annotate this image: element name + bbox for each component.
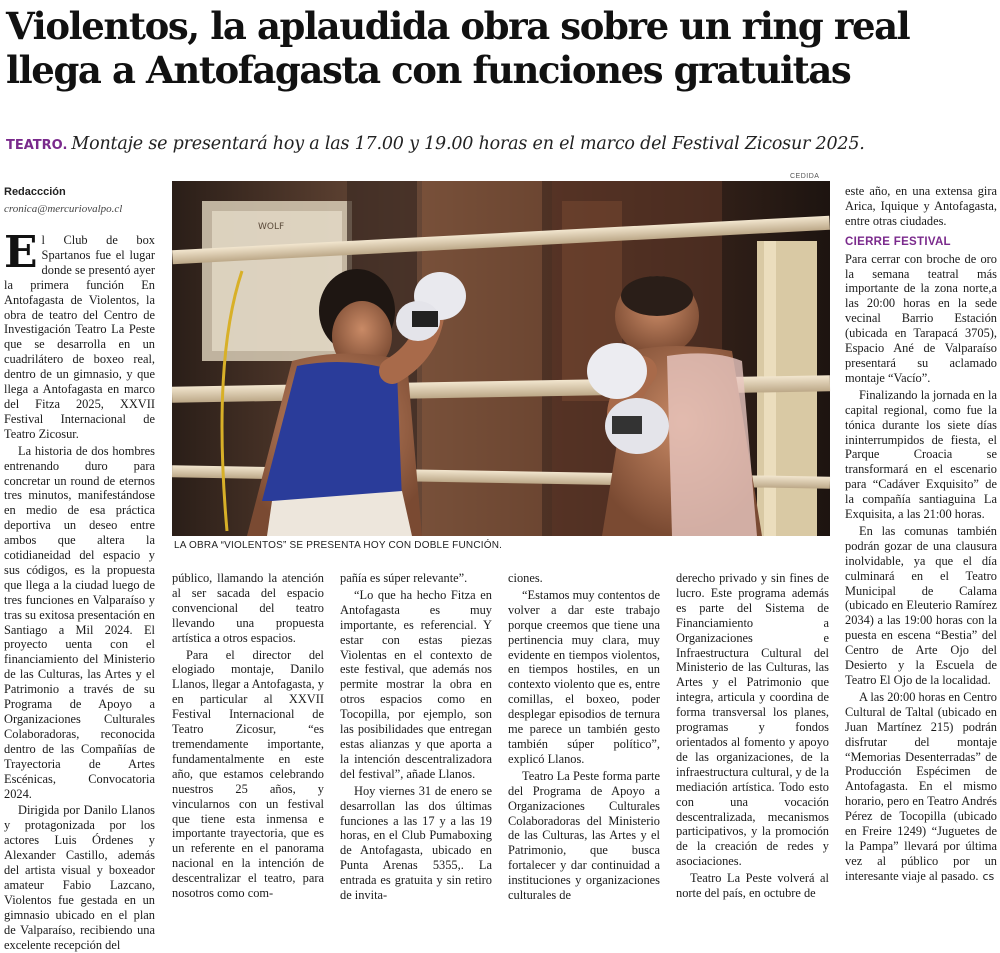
photo-caption: LA OBRA “VIOLENTOS” SE PRESENTA HOY CON DOBLE FUNCIÓN. bbox=[174, 540, 503, 551]
article-paragraph: “Lo que ha hecho Fitza en Antofagasta es muy importante, es referencial. Y estar con estas piezas Violentas en el contexto de este festival, que además nos permite mostrar la obra en otros espacios como en Tocopilla, por ejemplo, son las posibilidades que entregan estas alianzas y que aporta a la intención descentralizadora del festival”, añade Llanos. bbox=[340, 587, 492, 781]
author-email[interactable]: cronica@mercuriovalpo.cl bbox=[4, 203, 123, 215]
article-column-5 bbox=[676, 571, 829, 901]
article-column-3 bbox=[340, 571, 492, 903]
wall-sign: WOLF bbox=[258, 222, 285, 232]
drop-cap: E bbox=[4, 227, 38, 278]
article-paragraph: “Estamos muy contentos de volver a dar este trabajo porque creemos que tiene una pertinencia muy clara, muy evidente en tiempos violentos, en tiempos hostiles, en un contexto violento que es, entre comillas, el boxeo, poder desplegar episodios de ternura me parece un también gesto también súper político”, explicó Llanos. bbox=[508, 587, 660, 766]
article-column-1 bbox=[4, 227, 155, 952]
article-paragraph: este año, en una extensa gira Arica, Iquique y Antofagasta, entre otras ciudades. bbox=[845, 184, 997, 228]
article-paragraph: Teatro La Peste volverá al norte del país, en octubre de bbox=[676, 871, 829, 901]
article-paragraph: El Club de box Spartanos fue el lugar donde se presentó ayer la primera función En Antofagasta de Violentos, la obra de teatro del Centro de Investigación Teatro La Peste que se desarrolla en un cuadrilátero de boxeo real, dentro de un gimnasio, y que llega a Antofagasta en marco del Fitza 2025, XXVII Festival Internacional de Teatro Zicosur. bbox=[4, 227, 155, 441]
article-column-2 bbox=[172, 571, 324, 901]
article-column-6 bbox=[845, 184, 997, 883]
dek-text: Montaje se presentará hoy a las 17.00 y 19.00 horas en el marco del Festival Zicosur 2025. bbox=[71, 134, 865, 154]
end-mark: cs bbox=[982, 869, 995, 883]
article-paragraph: Hoy viernes 31 de enero se desarrollan las dos últimas funciones a las 17 y a las 19 horas, en el Club Pumaboxing de Antofagasta, ubicado en Punta Arenas 5355,. La entrada es gratuita y sin retiro de invita- bbox=[340, 783, 492, 903]
article-paragraph: Teatro La Peste forma parte del Programa de Apoyo a Organizaciones Culturales Colaboradoras del Ministerio de las Culturas, las Artes y el Patrimonio, que busca fortalecer y dar continuidad a instituciones y organizaciones culturales de bbox=[508, 768, 660, 903]
photo-credit: CEDIDA bbox=[790, 173, 820, 180]
section-kicker: TEATRO. bbox=[6, 138, 68, 153]
article-paragraph: En las comunas también podrán gozar de una clausura inolvidable, ya que el día culminará en el Teatro Municipal de Calama (ubicado en Eleuterio Ramírez 2034) a las 19:00 horas con la puesta en escena “Bestia” del Centro de Arte Ojo del Desierto y la Escuela de Teatro El Ojo de la localidad. bbox=[845, 523, 997, 687]
article-paragraph: A las 20:00 horas en Centro Cultural de Taltal (ubicado en Juan Martínez 215) podrán disfrutar del montaje “Memorias Desenterradas” de Producción Espécimen de Antofagasta. En el mismo horario, pero en Teatro Andrés Pérez de Tocopilla (ubicado en Freire 1249) “Juguetes de la Pampa” llevará por última vez al público por un interesante viaje al pasado. cs bbox=[845, 689, 997, 883]
article-column-4 bbox=[508, 571, 660, 903]
article-paragraph: Para cerrar con broche de oro la semana teatral más importante de la zona norte,a las 20:00 horas en la sede vecinal Barrio Estación (ubicada en Tarapacá 3705), Espacio Ané de Valparaíso presentará su aclamado montaje “Vacío”. bbox=[845, 251, 997, 385]
article-paragraph: Finalizando la jornada en la capital regional, como fue la tónica durante los siete días ininterrumpidos de fiesta, el Parque Croacia se transformará en el escenario para “Cadáver Exquisito” de la compañía santiaguina La Exquisita, a las 21:00 horas. bbox=[845, 387, 997, 522]
article-paragraph: público, llamando la atención al ser sacada del espacio convencional del teatro llevando una propuesta artística a otros espacios. bbox=[172, 571, 324, 645]
article-paragraph: Para el director del elogiado montaje, Danilo Llanos, llegar a Antofagasta, y en particular al XXVII Festival Internacional de Teatro Zicosur, “es tremendamente importante, fundamentalmente en este año, que estamos celebrando nuestros 25 años, y vincularnos con un festival que tiene esta inmensa e importante trayectoria, que es un referente en el panorama nacional en la intención de descentralizar el teatro, para nosotros como com- bbox=[172, 647, 324, 901]
byline: Redaccción bbox=[4, 186, 66, 198]
boxing-photo bbox=[172, 181, 830, 536]
article-paragraph: derecho privado y sin fines de lucro. Este programa además es parte del Sistema de Financiamiento a Organizaciones e Infraestructura Cultural del Ministerio de las Culturas, las Artes y el Patrimonio que integra, articula y coordina de forma transversal los planes, programas y fondos orientados al fomento y apoyo de las organizaciones, de la infraestructura cultural, y de la mediación artística. Todo esto con una vocación descentralizada, mecanismos participativos, y la promoción de la creación de redes y asociaciones. bbox=[676, 571, 829, 869]
dek bbox=[6, 134, 996, 154]
headline: Violentos, la aplaudida obra sobre un ring real llega a Antofagasta con funciones gratuitas bbox=[6, 4, 910, 92]
article-paragraph: La historia de dos hombres entrenando duro para concretar un round de eternos tres minutos, manifestándose en medio de esa práctica deportiva un deseo entre ambos que altera la cotidianeidad del espacio y sus códigos, es la propuesta que llega a la ciudad luego de tres funciones en Valparaíso y tras su exitosa presentación en Santiago a Mil 2024. El proyecto uenta con el financiamiento del Ministerio de las Culturas, las Artes y el Patrimonio a través de su Programa de Apoyo a Organizaciones Culturales Colaboradoras, reconocida dentro de las Compañías de Trayectoria de Artes Escénicas, Convocatoria 2024. bbox=[4, 443, 155, 801]
article-paragraph: pañía es súper relevante”. bbox=[340, 571, 468, 585]
article-paragraph: Dirigida por Danilo Llanos y protagonizada por los actores Luis Órdenes y Alexander Castillo, además del artista visual y boxeador amateur Fabio Lazcano, Violentos fue gestada en un gimnasio ubicado en el plan de Valparaíso, recibiendo una excelente recepción del bbox=[4, 803, 155, 952]
subhead-cierre-festival: CIERRE FESTIVAL bbox=[845, 235, 951, 248]
article-paragraph: ciones. bbox=[508, 571, 543, 585]
